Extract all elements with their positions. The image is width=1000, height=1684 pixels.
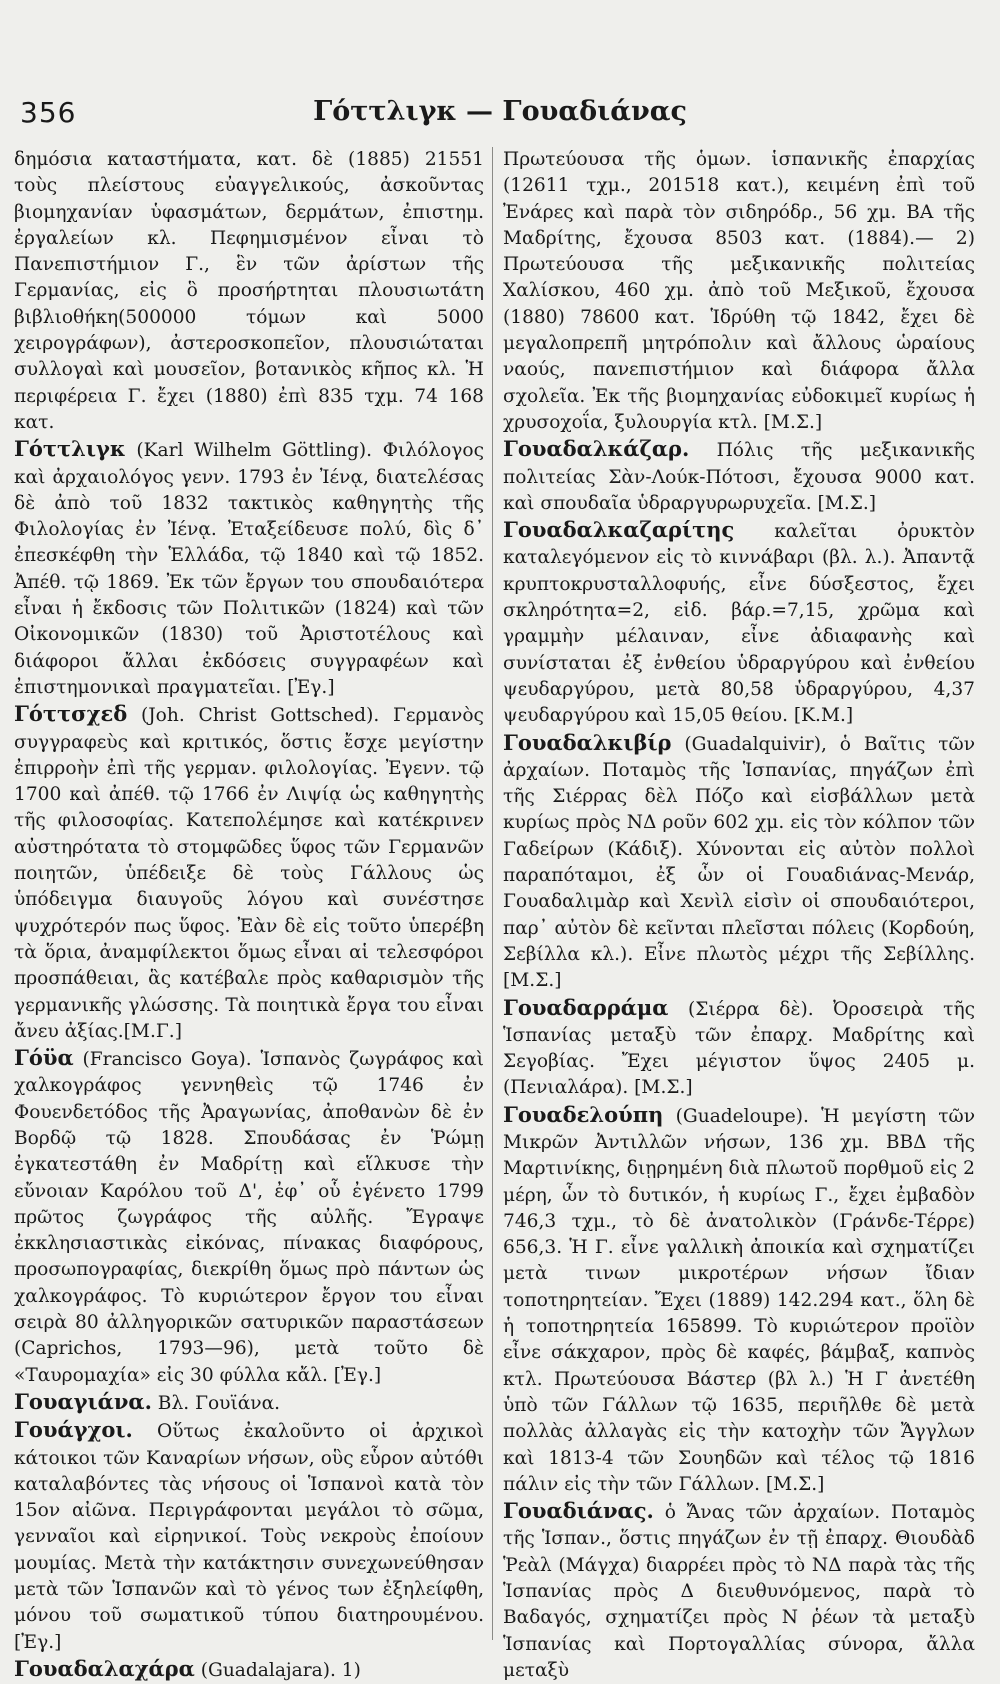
- entry-latin-name: (Joh. Christ Gottsched).: [140, 705, 380, 727]
- entry-headword: Γόϋα: [14, 1045, 74, 1071]
- dictionary-entry: [14, 701, 484, 1045]
- entry-text: καλεῖται ὀρυκτὸν καταλεγόμενον εἰς τὸ κιννάβαρι (βλ. λ.). Ἀπαντᾷ κρυπτοκρυσταλλοφυής, εἶνε δύσξεστος, ἔχει σκληρότητα=2, εἰδ. βάρ.=7,15, χρῶμα καὶ γραμμὴν μέλαιναν, εἶνε ἀδιαφανὴς καὶ συνίσταται ἐξ ἐνθείου ὑδραργύρου καὶ ἐνθείου ψευδαργύρου, μετὰ 80,58 ὑδραργύρου, 4,37 ψευδαργύρου καὶ 15,05 θείου. [Κ.Μ.]: [503, 521, 975, 727]
- dictionary-entry: [503, 1498, 975, 1684]
- entry-headword: Γουάγχοι.: [14, 1417, 133, 1443]
- dictionary-entry: [503, 436, 975, 517]
- dictionary-entry: [14, 1045, 484, 1389]
- dictionary-entry: [14, 436, 484, 701]
- entry-text: Ἡ μεγίστη τῶν Μικρῶν Ἀντιλλῶν νήσων, 136 χμ. ΒΒΔ τῆς Μαρτινίκης, διῃρημένη διὰ πλωτοῦ πορθμοῦ εἰς 2 μέρη, ὧν τὸ δυτικόν, ἡ κυρίως Γ., ἔχει ἐμβαδὸν 746,3 τχμ., τὸ δὲ ἀνατολικὸν (Γράνδε-Τέρρε) 656,3. Ἡ Γ. εἶνε γαλλικὴ ἀποικία καὶ σχηματίζει μετὰ τινων μικροτέρων νήσων ἴδιαν τοποτηρητείαν. Ἔχει (1889) 142.294 κατ., ὅλη δὲ ἡ τοποτηρητεία 165899. Τὸ κυριώτερον προϊὸν εἶνε σάκχαρον, πρὸς δὲ καφές, βάμβαξ, καπνὸς κτλ. Πρωτεύουσα Βάστερ (βλ λ.) Ἡ Γ ἀνετέθη ὑπὸ τῶν Γάλλων τῷ 1635, περιῆλθε δὲ μετὰ πολλὰς ἀλλαγὰς εἰς τὴν κατοχὴν τῶν Ἄγγλων καὶ 1813-4 τῶν Σουηδῶν καὶ τέλος τῷ 1816 πάλιν εἰς τὴν τῶν Γάλλων. [Μ.Σ.]: [503, 1105, 975, 1495]
- dictionary-entry: [14, 1389, 484, 1417]
- entry-headword: Γουαγιάνα.: [14, 1388, 152, 1414]
- page-header: [0, 96, 1000, 136]
- dictionary-entry: [503, 147, 975, 436]
- entry-latin-name: (Karl Wilhelm Göttling).: [136, 440, 373, 462]
- entry-headword: Γουαδαλκάζαρ.: [503, 436, 690, 462]
- entry-headword: Γουαδαρράμα: [503, 994, 669, 1020]
- entry-text: Ἱσπανὸς ζωγράφος καὶ χαλκογράφος γεννηθεὶς τῷ 1746 ἐν Φουενδετόδος τῆς Ἀραγωνίας, ἀποθανὼν δὲ ἐν Βορδῷ τῷ 1828. Σπουδάσας ἐν Ῥώμῃ ἐγκατεστάθη ἐν Μαδρίτῃ καὶ εἵλκυσε τὴν εὔνοιαν Καρόλου τοῦ Δ', ἐφ᾽ οὗ ἐγένετο 1799 πρῶτος ζωγράφος τῆς αὐλῆς. Ἔγραψε ἐκκλησιαστικὰς εἰκόνας, πίνακας διαφόρους, προσωπογραφίας, διεκρίθη ὅμως πρὸ πάντων ὡς χαλκογράφος. Τὸ κυριώτερον ἔργον του εἶναι σειρὰ 80 ἀλληγορικῶν σατυρικῶν παραστάσεων (Caprichos, 1793—96), μετὰ τοῦτο δὲ «Ταυρομαχία» εἰς 30 φύλλα κἄλ. [Ἐγ.]: [14, 1049, 484, 1386]
- entry-text: ὁ Ἄνας τῶν ἀρχαίων. Ποταμὸς τῆς Ἱσπαν., ὅστις πηγάζων ἐν τῇ ἐπαρχ. Θιουδὰδ Ῥεὰλ (Μάγχα) διαρρέει πρὸς τὸ ΝΔ παρὰ τὰς τῆς Ἱσπανίας πρὸς Δ διευθυνόμενος, παρὰ τὸ Βαδαγός, σχηματίζει πρὸς Ν ῥέων τὰ μεταξὺ Ἱσπανίας καὶ Πορτογαλλίας σύνορα, ἄλλα μεταξὺ: [503, 1502, 975, 1681]
- dictionary-entry: [14, 1656, 484, 1684]
- entry-headword: Γουαδαλκιβίρ: [503, 729, 672, 755]
- entry-headword: Γουαδαλαχάρα: [14, 1655, 195, 1681]
- entry-headword: Γουαδελούπη: [503, 1101, 664, 1127]
- running-title: Γόττλιγκ — Γουαδιάνας: [313, 96, 687, 127]
- dictionary-entry: [503, 995, 975, 1102]
- entry-headword: Γουαδαλκαζαρίτης: [503, 517, 735, 543]
- entry-text: ὁ Βαῖτις τῶν ἀρχαίων. Ποταμὸς τῆς Ἱσπανίας, πηγάζων ἐπὶ τῆς Σιέρρας δὲλ Πόζο καὶ εἰσβάλλων μετὰ κυρίως πρὸς ΝΔ ροῦν 602 χμ. εἰς τὸν κόλπον τῶν Γαδείρων (Κάδιξ). Χύνονται εἰς αὐτὸν πολλοὶ παραπόταμοι, ἐξ ὧν οἱ Γουαδιάνας-Μενάρ, Γουαδαλιμὰρ καὶ Χενὶλ εἰσὶν οἱ σπουδαιότεροι, παρ᾽ αὐτὸν δὲ κεῖνται πλεῖσται πόλεις (Κορδούη, Σεβίλλα κλ.). Εἶνε πλωτὸς μέχρι τῆς Σεβίλλης. [Μ.Σ.]: [503, 733, 975, 992]
- entry-headword: Γουαδιάνας.: [503, 1498, 654, 1524]
- left-column: [14, 147, 484, 1681]
- entry-text: Πόλις τῆς μεξικανικῆς πολιτείας Σὰν-Λούκ-Πότοσι, ἔχουσα 9000 κατ. καὶ σπουδαῖα ὑδραργυρωρυχεῖα. [Μ.Σ.]: [503, 440, 975, 514]
- dictionary-entry: [503, 1102, 975, 1498]
- entry-latin-name: (Guadalajara). 1): [200, 1659, 361, 1681]
- entry-text: δημόσια καταστήματα, κατ. δὲ (1885) 21551 τοὺς πλείστους εὐαγγελικούς, ἀσκοῦντας βιομηχανίαν ὑφασμάτων, δερμάτων, ἐπιστημ. ἐργαλείων κλ. Πεφημισμένον εἶναι τὸ Πανεπιστήμιον Γ., ἓν τῶν ἀρίστων τῆς Γερμανίας, εἰς ὃ προσήρτηται πλουσιωτάτη βιβλιοθήκη(500000 τόμων καὶ 5000 χειρογράφων), ἀστεροσκοπεῖον, πλουσιώταται συλλογαὶ καὶ μουσεῖον, βοτανικὸς κῆπος κλ. Ἡ περιφέρεια Γ. ἔχει (1880) ἐπὶ 835 τχμ. 74 168 κατ.: [14, 149, 484, 433]
- entry-headword: Γόττλιγκ: [14, 436, 126, 462]
- column-divider: [492, 147, 493, 1640]
- entry-latin-name: (Guadalquivir),: [684, 733, 827, 755]
- entry-latin-name: (Guadeloupe).: [675, 1105, 809, 1127]
- entry-text: Φιλόλογος καὶ ἀρχαιολόγος γενν. 1793 ἐν Ἰένᾳ, διατελέσας δὲ ἀπὸ τοῦ 1832 τακτικὸς καθηγητὴς τῆς Φιλολογίας ἐν Ἰένᾳ. Ἐταξείδευσε πολύ, δὶς δ᾽ ἐπεσκέφθη τὴν Ἑλλάδα, τῷ 1840 καὶ τῷ 1852. Ἀπέθ. τῷ 1869. Ἐκ τῶν ἔργων του σπουδαιότερα εἶναι ἡ ἔκδοσις τῶν Πολιτικῶν (1824) καὶ τῶν Οἰκονομικῶν (1830) τοῦ Ἀριστοτέλους καὶ διάφοροι ἄλλαι ἐκδόσεις συγγραφέων καὶ ἐπιστημονικαὶ πραγματεῖαι. [Ἐγ.]: [14, 440, 484, 698]
- entry-text: Βλ. Γουϊάνα.: [157, 1392, 281, 1414]
- entry-text: Γερμανὸς συγγραφεὺς καὶ κριτικός, ὅστις ἔσχε μεγίστην ἐπιρροὴν ἐπὶ τῆς γερμαν. φιλολογίας. Ἐγενν. τῷ 1700 καὶ ἀπέθ. τῷ 1766 ἐν Λιψίᾳ ὡς καθηγητὴς τῆς φιλοσοφίας. Κατεπολέμησε καὶ κατέκρινεν αὐστηρότατα τὸ στομφῶδες ὕφος τῶν Γερμανῶν ποιητῶν, ὑπέδειξε δὲ τοὺς Γάλλους ὡς ὑπόδειγμα διαυγοῦς λόγου καὶ συνέστησε ψυχρότερόν πως ὕφος. Ἐὰν δὲ εἰς τοῦτο ὑπερέβη τὰ ὅρια, ἀναμφίλεκτοι ὅμως εἶναι αἱ τελεσφόροι προσπάθειαι, ἃς κατέβαλε πρὸς καθαρισμὸν τῆς γερμανικῆς γλώσσης. Τὰ ποιητικὰ ἔργα του εἶναι ἄνευ ἀξίας.[Μ.Γ.]: [14, 705, 484, 1042]
- entry-headword: Γόττσχεδ: [14, 701, 128, 727]
- right-column: [503, 147, 975, 1681]
- dictionary-entry: [503, 730, 975, 995]
- entry-latin-name: (Francisco Goya).: [82, 1049, 252, 1071]
- dictionary-entry: [14, 1417, 484, 1656]
- entry-text: Οὕτως ἐκαλοῦντο οἱ ἀρχικοὶ κάτοικοι τῶν Καναρίων νήσων, οὓς εὗρον αὐτόθι καταλαβόντες τὰς νήσους οἱ Ἱσπανοὶ κατὰ τὸν 15ον αἰῶνα. Περιγράφονται μεγάλοι τὸ σῶμα, γενναῖοι καὶ εἰρηνικοί. Τοὺς νεκροὺς ἐποίουν μουμίας. Μετὰ τὴν κατάκτησιν συνεχωνεύθησαν μετὰ τῶν Ἱσπανῶν καὶ τὸ γένος των ἐξηλείφθη, μόνου τοῦ σωματικοῦ τύπου διατηρουμένου. [Ἐγ.]: [14, 1421, 484, 1653]
- dictionary-entry: [14, 147, 484, 436]
- entry-text: Πρωτεύουσα τῆς ὁμων. ἱσπανικῆς ἐπαρχίας (12611 τχμ., 201518 κατ.), κειμένη ἐπὶ τοῦ Ἐνάρες καὶ παρὰ τὸν σιδηρόδρ., 56 χμ. ΒΑ τῆς Μαδρίτης, ἔχουσα 8503 κατ. (1884).— 2) Πρωτεύουσα τῆς μεξικανικῆς πολιτείας Χαλίσκου, 460 χμ. ἀπὸ τοῦ Μεξικοῦ, ἔχουσα (1880) 78600 κατ. Ἱδρύθη τῷ 1842, ἔχει δὲ μεγαλοπρεπῆ μητρόπολιν καὶ ἄλλους ὡραίους ναούς, πανεπιστήμιον καὶ διάφορα ἄλλα σχολεῖα. Ἐκ τῆς βιομηχανίας εὐδοκιμεῖ κυρίως ἡ χρυσοχοΐα, ξυλουργία κτλ. [Μ.Σ.]: [503, 149, 975, 433]
- dictionary-entry: [503, 517, 975, 729]
- page-number: 356: [20, 96, 77, 129]
- entry-text: (Σιέρρα δὲ). Ὀροσειρὰ τῆς Ἱσπανίας μεταξὺ τῶν ἐπαρχ. Μαδρίτης καὶ Σεγοβίας. Ἔχει μέγιστον ὕψος 2405 μ. (Πενιαλάρα). [Μ.Σ.]: [503, 998, 975, 1099]
